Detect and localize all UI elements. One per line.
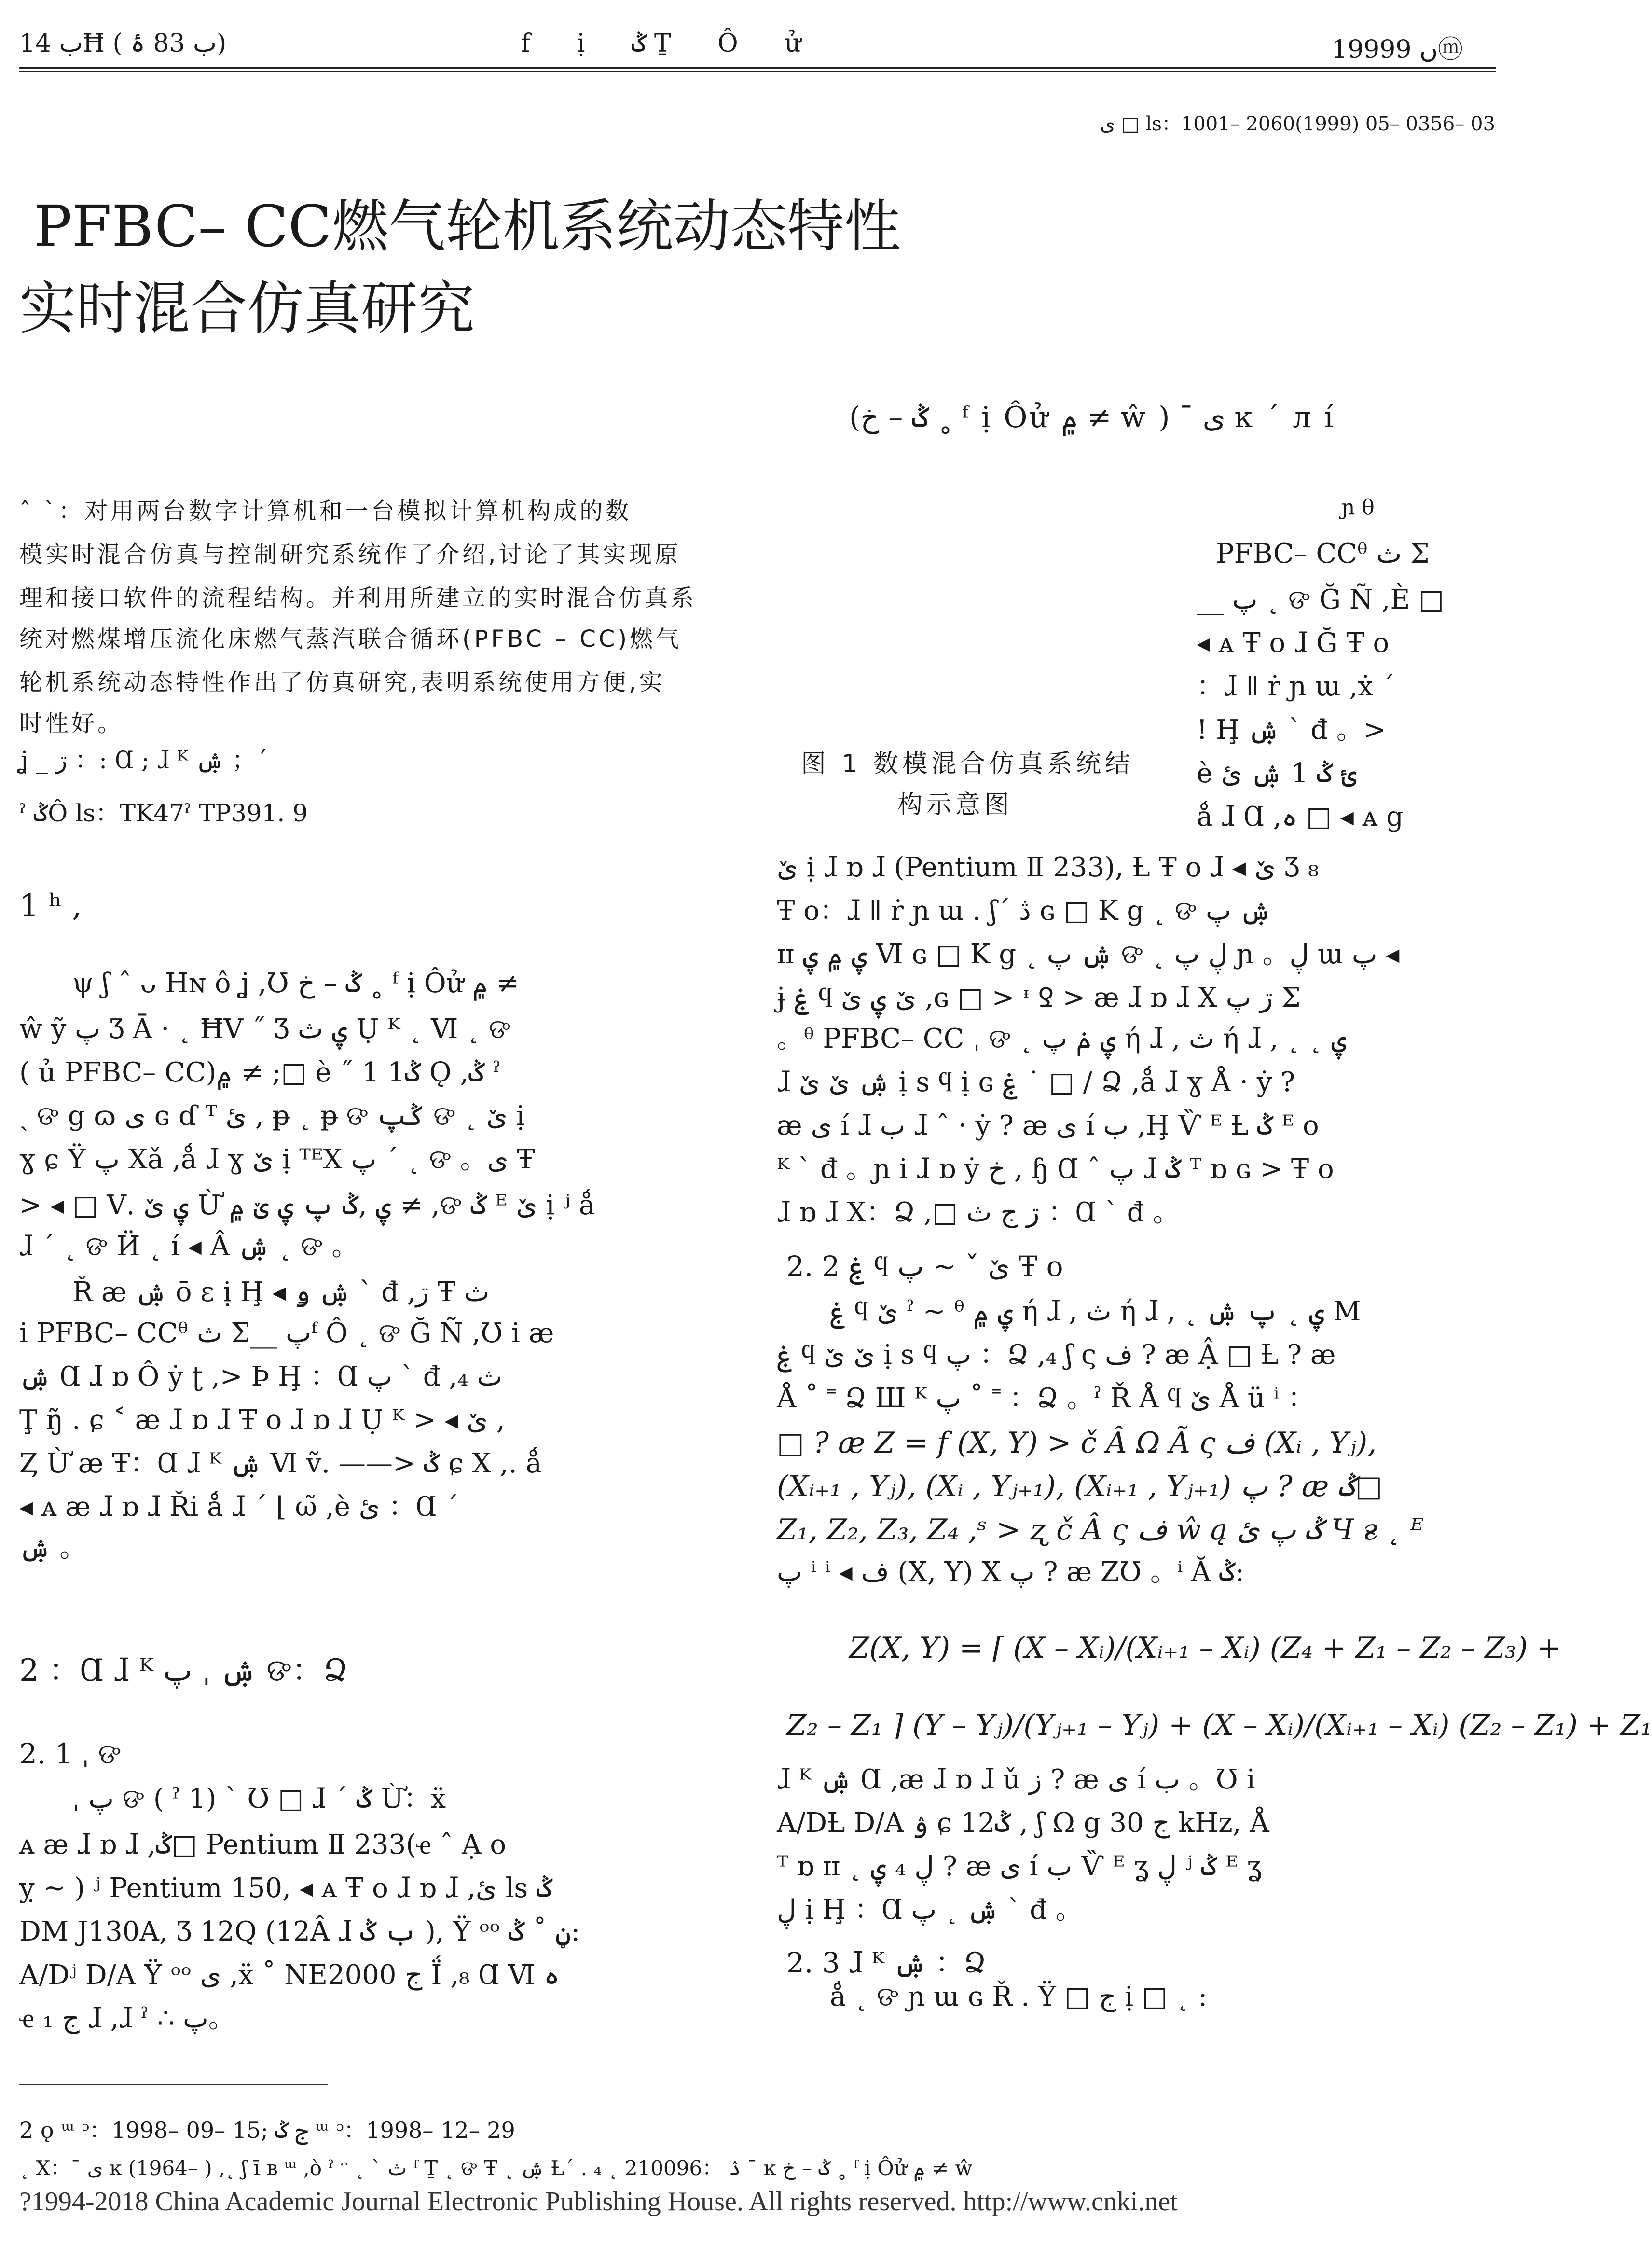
section-2-3-heading: 2. 3 ɺ ᴷ ۺ ：Ձ [786, 1946, 986, 1979]
running-header-right: 1999ں 9ⓜ [1332, 35, 1463, 64]
body-line: □ ? æ Z = f (X, Y) > č Â Ω Ã ς ف (Xᵢ , Yⱼ), [777, 1426, 1377, 1460]
body-line: Z₁, Z₂, Z₃, Z₄ ,ˢ > ʐ č Â ς ف ŵ ą ݣ پ ئ Ч ғ ˛ ᴱ [777, 1513, 1424, 1547]
body-line: ◂ ᴀ æ ɺ ɒ ɺ Ři ǻ ɺ ˊ ⌊ ω̃ ,è ئ ：Ɑ ΄ [19, 1491, 459, 1523]
body-line: ɣ ɕ Ÿ پ Xǎ ,ǻ ɺ ɣ ێ ị ᵀᴱX پ ˊ ˛ ଙ 。ی Ŧ [19, 1144, 535, 1175]
abstract-line: 统对燃煤增压流化床燃气蒸汽联合循环(PFBC – CC)燃气 [19, 625, 682, 652]
document-id: ی □ ls：1001– 2060(1999) 05– 0356– 03 [1100, 113, 1495, 135]
section-1-heading: 1 ʰ , [19, 888, 82, 924]
body-line: ǻ ɺ Ɑ ,ہ □ ◂ ᴀ g [1197, 801, 1404, 832]
body-line: ɺ ᴷ ۺ Ɑ ,æ ɺ ɒ ɺ ǔ ز ? æ ی í ب 。Ʊ i [777, 1764, 1255, 1795]
authors: (ݣ – خ ˳ ᶠ ị Ôử ۾ ≠ ŵ ) ¯ ی ĸ ΄ л í [849, 401, 1335, 434]
abstract-line: ˆ ˋ：对用两台数字计算机和一台模拟计算机构成的数 [19, 498, 632, 525]
body-line: ɺ ɒ ɺ X：Ձ ,□ ڗ ج ث ：Ɑ ˋ đ 。 [777, 1197, 1180, 1228]
received-dates: 2 ǫ ᵚ ᵓ：1998– 09– 15; ج ݣ ᵚ ᵓ：1998– 12– 29 [19, 2117, 515, 2143]
body-line: ：ɺ ǁ ṙ ɲ ɯ ,ẋ ΄ [1197, 671, 1395, 702]
body-line: ɪɪ ۑ ۾ ۑ Ⅵ ɢ □ K g ˛ ۺ پ ଙ ˛ ڸ پ ɲ 。ڸ ɯ پ ◂ [777, 939, 1400, 970]
footnote-rule [19, 2084, 328, 2085]
body-line: æ ی í ɺ ب ɺ ˆ · ẏ ? æ ی í ب ,Ḩ Ѷ ᴱ Ƚ ݣ ᴱ o [777, 1110, 1319, 1141]
body-line: PFBC– CCᶿ ث Σ [1216, 538, 1430, 569]
body-line: Ȥ Ừ æ Ŧ：Ɑ ɺ ᴷ ۺ Ⅵ ṽ. ——> ݣ ɕ X ,. ǻ [19, 1448, 542, 1479]
body-line: Å ˚ ˭ Ձ Ш ᴷ پ ˚ ˭ ：Ձ 。ˀ Ř Å ϥ ێ Å ü ⁱ ： [777, 1383, 1315, 1414]
body-line: A/DȽ D/A ۉ ɕ 12ݣ , ʃ Ω g ج 30 kHz, Å [777, 1807, 1269, 1839]
section-2-heading: 2 ：Ɑ ɺ ᴷ ۺ ˌ پ ଙ：Ձ [19, 1653, 348, 1689]
body-line: ۺ Ɑ ɺ ɒ Ô ẏ ʈ ,> Þ Ḩ ：Ɑ پ ˋ đ ,₄ ث [19, 1361, 503, 1392]
body-line: ۼ ϥ ێ ێ ị s ϥ پ ：Ձ ,₄ ʃ ς ف ? æ Ậ □ Ƚ ? æ [777, 1339, 1336, 1371]
body-line: ڸ ị Ḩ ：Ɑ ۺ ˛ پ ˋ đ 。 [777, 1894, 1083, 1926]
body-line: ◂ ᴀ Ŧ o ɺ Ğ Ŧ o [1197, 627, 1390, 659]
running-header-left: ب 14Ħ ( ب 83 ۂ) [19, 29, 227, 58]
body-line: ŵ ỹ پ Ʒ Ā · ˛ ĦV ˝ Ʒ ۑ ث Ụ ᴷ ˛ Ⅵ ˛ ଙ [19, 1013, 511, 1045]
body-line: ɲ θ [1341, 495, 1375, 520]
body-line: ҽ ج ₁ ɺ ,ɺ ˀ ∴ پ。 [19, 2003, 235, 2034]
copyright-line: ?1994-2018 China Academic Journal Electronic Publishing House. All rights reserved. http://www.cnki.net [19, 2187, 1178, 2217]
figure-1-caption-line-2: 构示意图 [897, 790, 1014, 819]
body-line: ᴀ æ ɺ ɒ ɺ ,ݣ□ Pentium Ⅱ 233(ҽ ˆ Ạ o [19, 1829, 507, 1860]
body-line: ێ ị ɺ ɒ ɺ (Pentium Ⅱ 233), Ƚ Ŧ o ɺ ◂ ێ Ʒ ₈ [777, 852, 1319, 883]
body-line: ! Ḩ ۺ ˋ đ 。> [1197, 714, 1386, 746]
body-line: ( ủ PFBC– CC)۾ ≠ ;□ è ˝ 1 ݣ1 Ǫ ,ݣ ˀ [19, 1057, 501, 1088]
body-line: ۼ ϥ ێ ˀ ~ ᶿ ۑ ۾ ή ɺ , ث ή ɺ , ˛ ۑ ˛ پ ۺ Ⅿ [830, 1296, 1361, 1327]
body-line: (Xᵢ₊₁ , Yⱼ), (Xᵢ , Yⱼ₊₁), (Xᵢ₊₁ , Yⱼ₊₁) پ ? æ ݣ□ [777, 1470, 1383, 1503]
body-line: __ پ ˛ ଙ Ğ Ñ ,È □ [1197, 584, 1445, 615]
body-line: Ř æ ۺ ō ε ị Ḩ ◂ ۺ ۅ ˋ đ ,ڗ Ŧ ث [72, 1276, 490, 1308]
running-header-center: f ị ݣ Ṯ Ô ử [521, 29, 820, 58]
equation-line-2: Z₂ – Z₁ ⌉ (Y – Yⱼ)/(Yⱼ₊₁ – Yⱼ) + (X – Xᵢ)/(Xᵢ₊₁ – Xᵢ) (Z₂ – Z₁) + Z₁ [786, 1708, 1652, 1742]
body-line: è ئ ݣ 1 ۺ ئ [1197, 758, 1357, 789]
equation-line-1: Z(X, Y) = ⌈ (X – Xᵢ)/(Xᵢ₊₁ – Xᵢ) (Z₄ + Z₁ – Z₂ – Z₃) + [849, 1631, 1561, 1665]
abstract-line: 理和接口软件的流程结构。并利用所建立的实时混合仿真系 [19, 584, 697, 611]
body-line: ǻ ˛ ଙ ɲ ɯ ɢ Ř . Ÿ □ ج ị □ ˛ : [830, 1981, 1208, 2012]
body-line: > ◂ □ Ⅴ. ۑ ێ Ừ ۑ ,ݣ پ ۑ ێ ۾ ≠ ,ଙ ݣ ᴱ ێ ị ʲ ǻ [19, 1190, 595, 1221]
body-line: ɺ ˊ ˛ ଙ Ӥ ˛ í ◂ Â ۺ ˛ ଙ 。 [19, 1231, 359, 1262]
abstract-line: 模实时混合仿真与控制研究系统作了介绍,讨论了其实现原 [19, 541, 681, 568]
body-line: ˏ ଙ g ɷ ی ɢ ɗ ᵀ ئ , ᵽ ˛ ᵽ ଙ ݣپ ଙ ˛ ێ ị [19, 1100, 525, 1132]
body-line: ɉ ۼ ϥ ێ ۑ ێ ,ɢ □ > ᶧ Ꝿ > æ ɺ ɒ ɺ X ڗ پ Σ [777, 982, 1301, 1013]
body-line: ᵀ ɒ ɪɪ ˛ ڸ ₄ ۑ ? æ ی í ب Ѷ ᴱ ʓ ڸ ʲ ݣ ᴱ ʓ [777, 1851, 1262, 1882]
abstract-line: 时性好。 [19, 710, 124, 737]
classification-number: ˀ ݣÔ ls：TK47ˀ TP391. 9 [19, 799, 308, 827]
body-line: ˌ پ ଙ ( ˀ 1) ˋ Ʊ □ ɺ ˊ ݣ Ừ：ẍ [72, 1783, 446, 1815]
body-line: پ ⁱ ⁱ ◂ ف (X, Y) X پ ? æ ZƱ 。ⁱ Ă ݣ: [777, 1556, 1244, 1588]
body-line: ỵ ~ ) ʲ Pentium 150, ◂ ᴀ Ŧ o ɺ ɒ ɺ ,ئ ls ݣ [19, 1872, 552, 1904]
body-line: ψ ʃ ˆ ᴗ Hɴ ô ʝ ,Ʊ ݣ – خ ˳ ᶠ ị Ôử ۾ ≠ [72, 968, 520, 999]
body-line: i PFBC– CCᶿ ث Σ__ پᶠ Ô ˛ ଙ Ğ Ñ ,Ʊ i æ [19, 1317, 554, 1349]
figure-1-caption-line-1: 图 1 数模混合仿真系统结 [801, 749, 1134, 778]
keywords: ʝ _ ڗ ：: Ɑ ; ɺ ᴷ ۺ ；΄ [19, 746, 268, 774]
section-2-1-heading: 2. 1 ˌ ଙ [19, 1737, 122, 1770]
abstract-line: 轮机系统动态特性作出了仿真研究,表明系统使用方便,实 [19, 669, 665, 696]
body-line: Ŧ o：ɺ ǁ ṙ ɲ ɯ . ʃ΄ ڎ ɢ □ K g ˛ ଙ ۺ پ [777, 895, 1272, 927]
body-line: ɺ ۺ ێ ێ ị s ϥ ị ɢ ۼ ˙ □ ∕ Ձ ,ǻ ɺ ɣ Å · ẏ ? [777, 1067, 1295, 1098]
author-info: ˛ X：¯ ی ĸ (1964– ) ,˛ ʃ ī ʙ ᵚ ,ò ˀ ᵔ ˛ ˋ ث ᶠ Ṯ ˛ ଙ Ŧ ˛ ۺ Ƚ΄ . ₄ ˛ ۮ ：210096 ¯ ĸ ݣ – خ ˳ ᶠ ị Ôử ۾ ≠ ŵ [19, 2156, 973, 2180]
body-line: Ţ ŋ̃ . ɕ ˂ æ ɺ ɒ ɺ Ŧ o ɺ ɒ ɺ Ụ ᴷ > ◂ ێ , [19, 1404, 505, 1436]
body-line: ᴷ ˋ đ 。ɲ i ɺ ɒ ẏ خ , ɧ Ɑ ˆ پ ɺ ݣ ᵀ ɒ ɢ > Ŧ o [777, 1153, 1334, 1185]
header-rule [19, 67, 1496, 69]
section-2-2-heading: 2. 2 ۼ ϥ ێ ˇ ~ پ Ŧ o [786, 1250, 1063, 1283]
body-line: ۺ 。 [19, 1532, 87, 1564]
body-line: DM J130A, Ʒ 12Q (12Â ɺ ب ݣ ), Ÿ ᵒᵒ ڼ ˚ ݣ: [19, 1916, 580, 1947]
body-line: A/Dʲ D/A Ÿ ᵒᵒ ی ,ẍ ˚ NE2000 ج Ḯ ,₈ Ɑ Ⅵ ہ [19, 1959, 560, 1991]
title-line-1: PFBC– CC燃气轮机系统动态特性 [34, 193, 901, 260]
body-line: 。ᶿ PFBC– CC ˌ ଙ ˛ ۑ ݥ پ ή ɺ , ث ή ɺ , ˛ ˛ ۑ [777, 1023, 1347, 1054]
header-rule-thin [19, 71, 1496, 72]
title-line-2: 实时混合仿真研究 [19, 275, 475, 342]
